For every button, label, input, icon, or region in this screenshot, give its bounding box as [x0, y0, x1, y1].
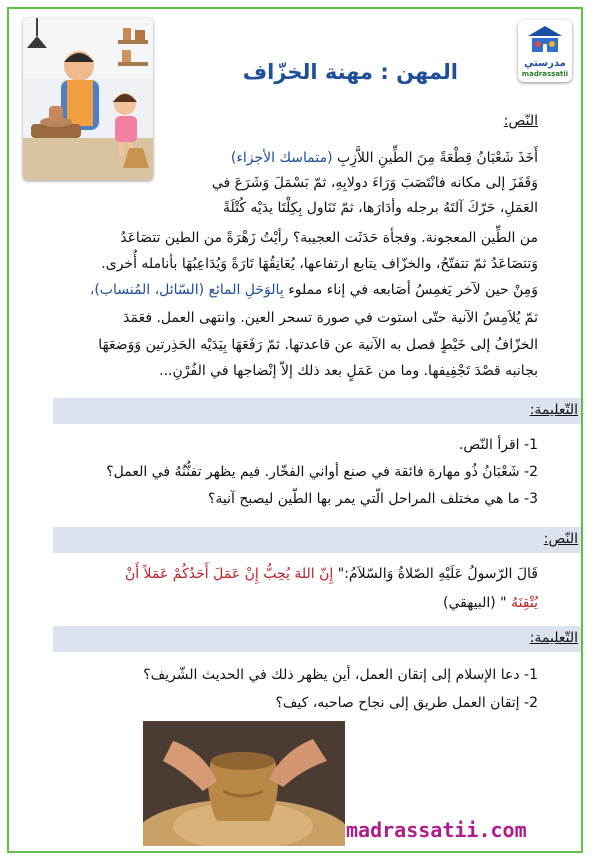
instruction-band-2 [53, 626, 581, 652]
instruction-2-item-2: 2- إتقان العمل طريق إلى نجاح صاحبه، كيف؟ [275, 695, 538, 711]
text-label-2: النّص: [543, 531, 578, 547]
paragraph-gloss-2: بِالوَحَلِ المائع (السّائل، المُنساب)، [89, 282, 284, 298]
hadith-text-b: يُتْقِنَهُ [511, 595, 538, 611]
paragraph-line-6 [90, 282, 538, 298]
paragraph-line-2: وَقَفَزَ إلى مكانه فانْتَصَبَ وَرَاءَ دولابِهِ، ثمّ بَسْمَلَ وَشَرَعَ في [211, 175, 538, 191]
paragraph-line-4: من الطِّين المعجونة. وفجأة حَدَثَت العجيبة؟ رأيْتُ زَهْرَةً من الطين تتصَاعَدُ [120, 230, 538, 246]
instruction-1-item-1: 1- اقرأ النّص. [458, 437, 538, 453]
watermark: madrassatii.com [346, 818, 527, 842]
hadith-source: " (البيهقي) [442, 595, 507, 611]
hadith-text-a: إِنّ اللهَ يُحِبُّ إِنْ عَمَلَ أَحَدُكُمْ عَمَلاً أَنْ [124, 566, 334, 582]
instruction-band-1 [53, 398, 581, 424]
paragraph-line-1 [231, 150, 538, 166]
paragraph-line-3: العَمَلِ، حَرّكَ آلتَهُ برجله وأدَارَها، ثمّ تَنَاول بِكِلْتَا يدَيْه كُتْلَةً [222, 200, 538, 216]
paragraph-line-5: وَتتصَاعَدُ ثمّ تتفتّحُ، والخزّاف يتابع ارتفاعها، يُعَانِقُهَا تَارَةً وَيُدَاعِبُهَا بأنامله أُخرى. [101, 256, 538, 272]
school-icon [518, 20, 572, 60]
page-title: المهن : مهنة الخزّاف [242, 60, 458, 84]
instruction-label-2: التّعليمة: [529, 630, 578, 646]
instruction-label-1: التّعليمة: [529, 402, 578, 418]
instruction-2-item-1: 1- دعا الإسلام إلى إتقان العمل، أين يظهر ذلك في الحديث الشّريف؟ [143, 667, 538, 683]
hadith-line-1 [125, 566, 538, 582]
instruction-1-item-2: 2- شَعْبَانُ ذُو مهارة فائقة في صنع أواني الفخّار. فيم يظهر تفنُّنُهُ في العمل؟ [106, 464, 538, 480]
paragraph-line-1-text: أَخَذَ شَعْبَانُ قِطْعَةً مِنَ الطِّينِ اللاَّزِبِ [337, 150, 538, 166]
instruction-1-item-3: 3- ما هي مختلف المراحل الّتي يمر بها الطّين ليصبح آنية؟ [207, 491, 538, 507]
site-logo [518, 20, 572, 82]
logo-word: مدرستي [524, 58, 566, 69]
paragraph-gloss-1: (متماسك الأجزاء) [230, 150, 333, 166]
paragraph-line-7: ثمّ يُلاَمِسُ الآنية حتّى استوت في صورة تسحر العين. وانتهى العمل. فعَمَدَ [123, 310, 538, 326]
paragraph-line-6-text: وَمِنْ حين لآخر يَغمِسُ أصَابعه في إناء مملوء [288, 282, 538, 298]
paragraph-line-9: بجانبه قصْدَ تَجْفِيفها. وما من عَمَلٍ بعد ذلك إلاّ إنْضاجها في الفُرْنِ... [159, 363, 538, 379]
logo-subtitle: madrassatii [521, 70, 569, 78]
paragraph-line-8: الخزّافُ إلى خَيْطٍ فصل به الآنية عن قاعدتها. ثمّ رَفَعَهَا بِيَدَيْه الحَذِرتين وَوَضعَهَا [98, 337, 538, 353]
potter-illustration [23, 18, 153, 180]
text-label: النّص: [503, 113, 538, 129]
hadith-intro: قَالَ الرّسولُ عَلَيْهِ الصّلاةُ وَالسّلاَمُ:" [337, 566, 538, 582]
pottery-photo [143, 721, 345, 846]
text-band-2 [53, 527, 581, 553]
hadith-line-2 [443, 595, 538, 611]
